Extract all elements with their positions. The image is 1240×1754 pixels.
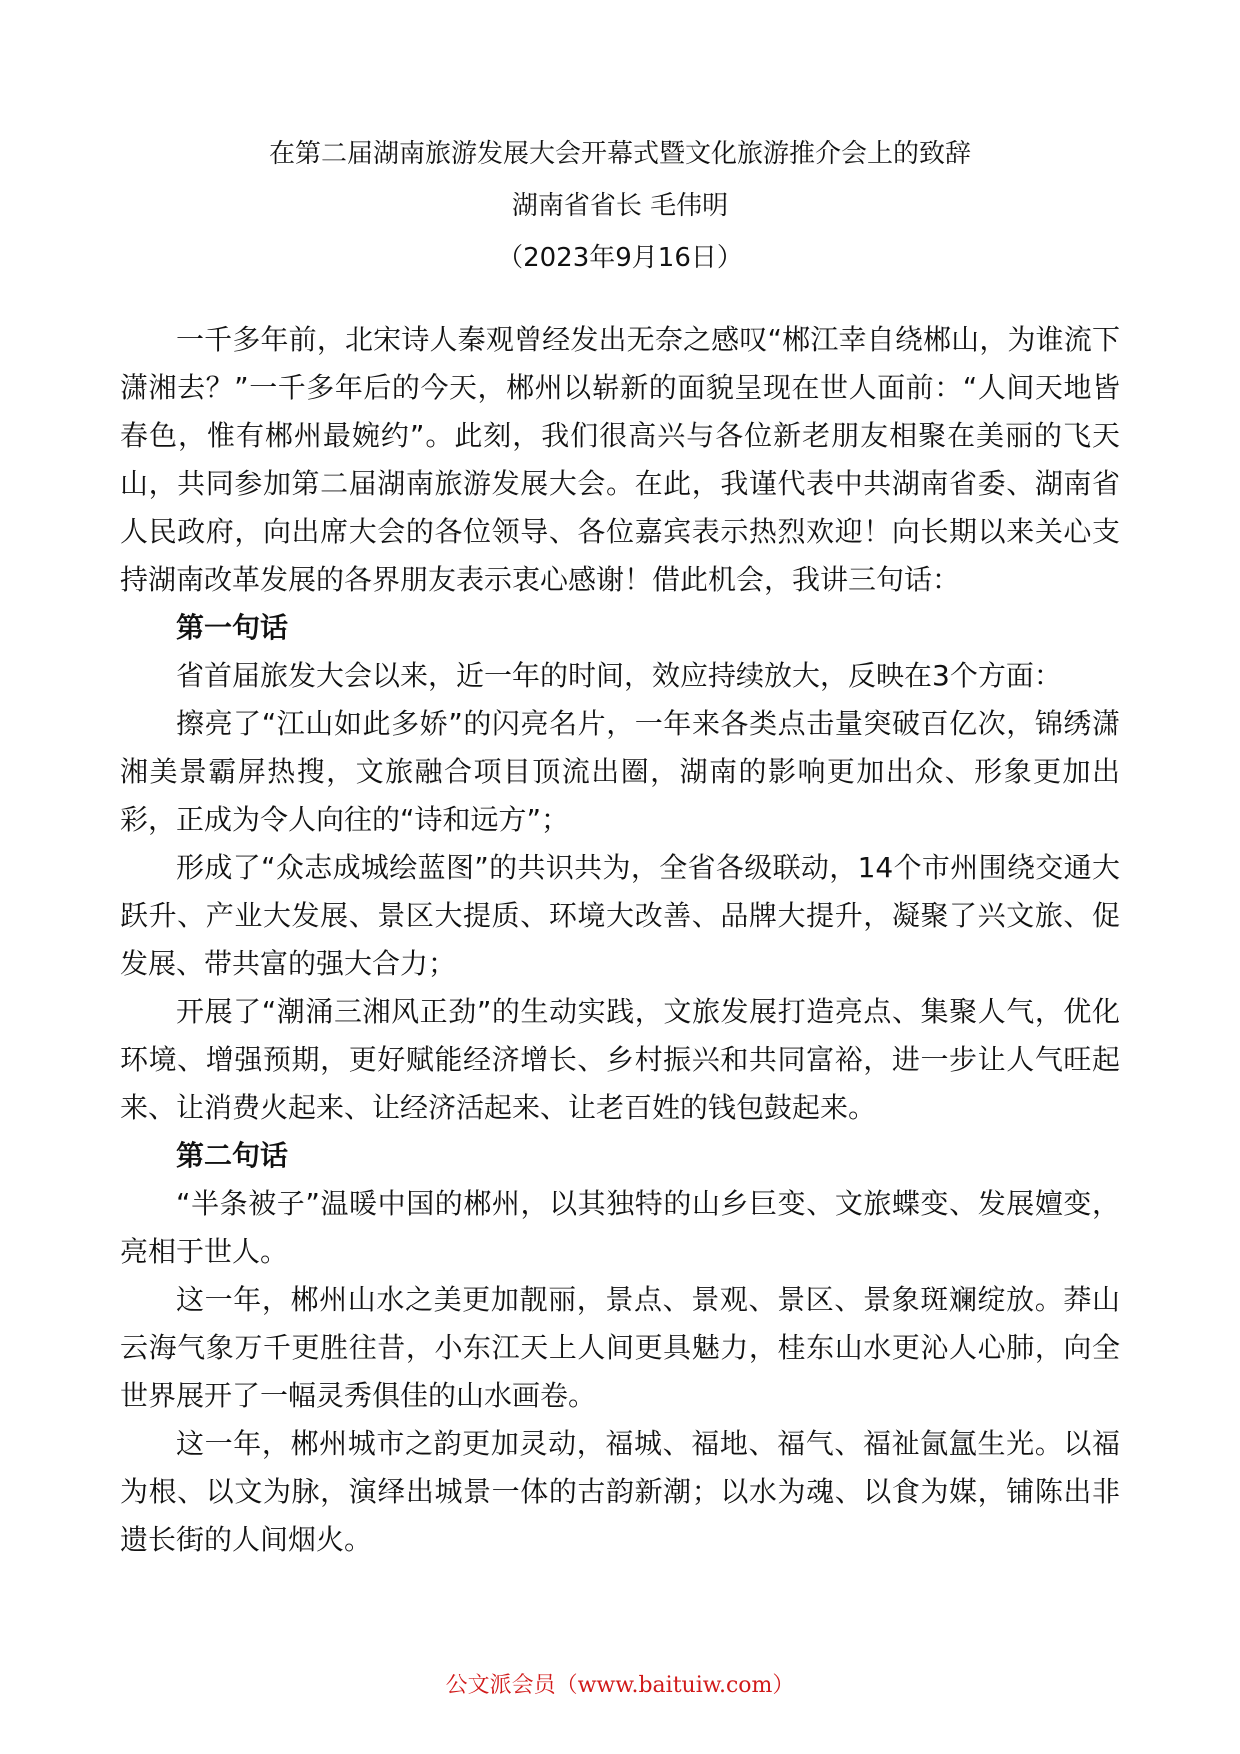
document-author: 湖南省省长 毛伟明 <box>511 191 729 221</box>
paragraph: 一千多年前，北宋诗人秦观曾经发出无奈之感叹“郴江幸自绕郴山，为谁流下潇湘去？”一千多年后的今天，郴州以崭新的面貌呈现在世人面前：“人间天地皆春色，惟有郴州最婉约”。此刻，我们很高兴与各位新老朋友相聚在美丽的飞天山，共同参加第二届湖南旅游发展大会。在此，我谨代表中共湖南省委、湖南省人民政府，向出席大会的各位领导、各位嘉宾表示热烈欢迎！向长期以来关心支持湖南改革发展的各界朋友表示衷心感谢！借此机会，我讲三句话： <box>120 323 1120 596</box>
section-heading: 第二句话 <box>176 1139 289 1172</box>
document-title: 在第二届湖南旅游发展大会开幕式暨文化旅游推介会上的致辞 <box>268 139 971 169</box>
document-body <box>120 316 1120 1564</box>
paragraph: 这一年，郴州城市之韵更加灵动，福城、福地、福气、福祉氤氲生光。以福为根、以文为脉，演绎出城景一体的古韵新潮；以水为魂、以食为媒，铺陈出非遗长街的人间烟火。 <box>120 1427 1120 1556</box>
document-header <box>0 128 1240 284</box>
paragraph: “半条被子”温暖中国的郴州，以其独特的山乡巨变、文旅蝶变、发展嬗变，亮相于世人。 <box>120 1187 1120 1268</box>
paragraph: 擦亮了“江山如此多娇”的闪亮名片，一年来各类点击量突破百亿次，锦绣潇湘美景霸屏热搜，文旅融合项目顶流出圈，湖南的影响更加出众、形象更加出彩，正成为令人向往的“诗和远方”； <box>120 707 1120 836</box>
paragraph: 形成了“众志成城绘蓝图”的共识共为，全省各级联动，14个市州围绕交通大跃升、产业大发展、景区大提质、环境大改善、品牌大提升，凝聚了兴文旅、促发展、带共富的强大合力； <box>120 851 1120 980</box>
paragraph: 省首届旅发大会以来，近一年的时间，效应持续放大，反映在3个方面： <box>176 659 1062 692</box>
paragraph: 开展了“潮涌三湘风正劲”的生动实践，文旅发展打造亮点、集聚人气，优化环境、增强预期，更好赋能经济增长、乡村振兴和共同富裕，进一步让人气旺起来、让消费火起来、让经济活起来、让老百姓的钱包鼓起来。 <box>120 995 1120 1124</box>
footer-watermark: 公文派会员（www.baituiw.com） <box>445 1673 795 1698</box>
section-heading: 第一句话 <box>176 611 289 644</box>
document-date: （2023年9月16日） <box>497 243 743 273</box>
paragraph: 这一年，郴州山水之美更加靓丽，景点、景观、景区、景象斑斓绽放。莽山云海气象万千更胜往昔，小东江天上人间更具魅力，桂东山水更沁人心肺，向全世界展开了一幅灵秀俱佳的山水画卷。 <box>120 1283 1120 1412</box>
